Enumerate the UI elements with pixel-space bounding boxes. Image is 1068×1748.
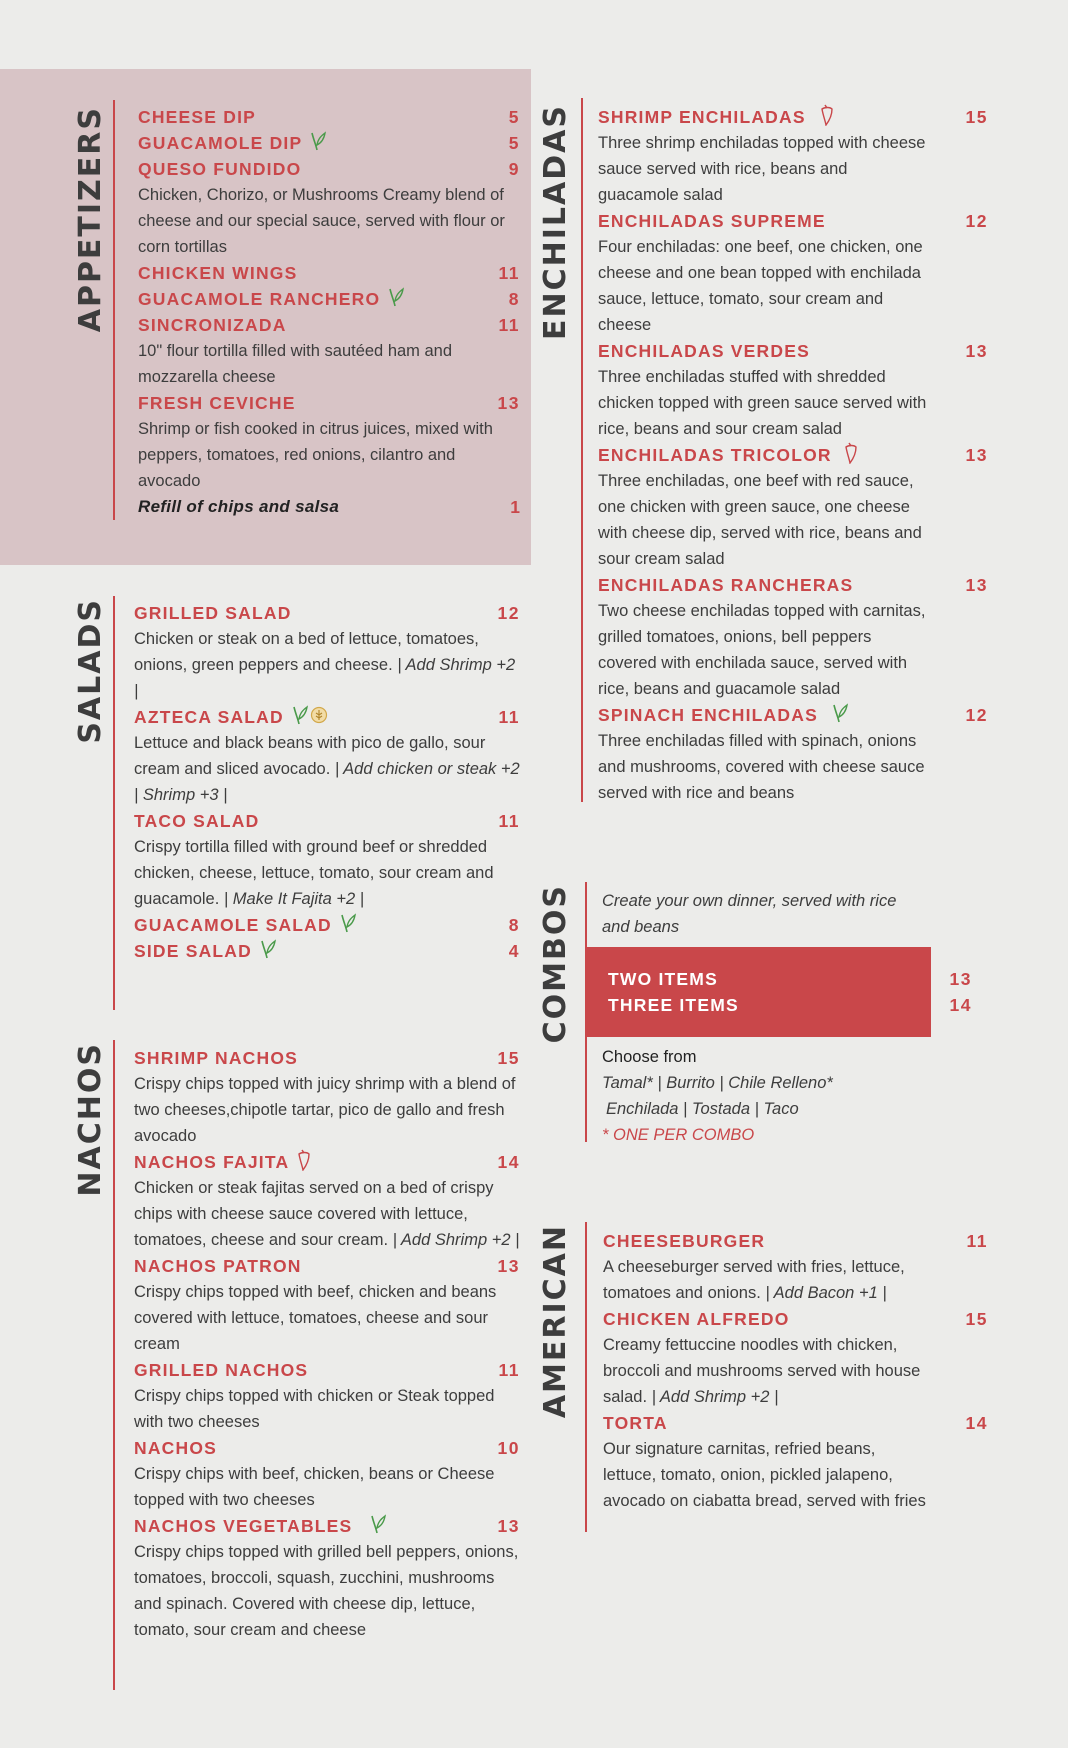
item-name: SHRIMP ENCHILADAS: [598, 106, 806, 127]
item-name: GUACAMOLE SALAD: [134, 914, 332, 935]
nachos-divider: [113, 1040, 115, 1690]
item-price: 4: [508, 940, 520, 961]
menu-item: [134, 1435, 520, 1513]
item-description: 10" flour tortilla filled with sautéed ham and mozzarella cheese: [138, 342, 453, 386]
combo-option-name: THREE ITEMS: [608, 994, 739, 1015]
item-name: CHICKEN ALFREDO: [603, 1308, 790, 1329]
menu-item: [134, 1513, 520, 1643]
menu-item: [134, 1357, 520, 1435]
combo-choices-line: Tamal* | Burrito | Chile Relleno*: [602, 1074, 833, 1092]
chili-icon: [844, 442, 858, 469]
menu-item: [134, 912, 520, 938]
menu-item: [598, 208, 988, 338]
item-name: SPINACH ENCHILADAS: [598, 704, 818, 725]
item-price: 12: [965, 210, 988, 231]
item-price: 15: [965, 1308, 988, 1329]
nachos-title: NACHOS: [73, 1042, 108, 1197]
item-name: NACHOS: [134, 1437, 218, 1458]
menu-item: [134, 704, 520, 808]
item-price: 12: [497, 602, 520, 623]
menu-item: [138, 390, 520, 494]
item-description: Chicken or steak fajitas served on a bed of crispy chips with cheese sauce covered with lettuce, tomatoes, cheese and sour cream.: [134, 1179, 494, 1249]
combo-choices: [602, 1044, 942, 1148]
appetizers-divider: [113, 100, 115, 520]
combo-option-price: 13: [949, 968, 972, 989]
menu-item: [598, 442, 988, 572]
menu-item: [598, 338, 988, 442]
item-price: 10: [497, 1437, 520, 1458]
enchiladas-title: ENCHILADAS: [538, 104, 573, 340]
item-name: CHICKEN WINGS: [138, 262, 298, 283]
menu-item: [598, 572, 988, 702]
menu-item: [598, 702, 988, 806]
item-addon: | Add Bacon +1 |: [765, 1284, 887, 1302]
item-name: ENCHILADAS SUPREME: [598, 210, 826, 231]
item-name: CHEESEBURGER: [603, 1230, 766, 1251]
menu-item: [138, 286, 520, 312]
item-description: Shrimp or fish cooked in citrus juices, mixed with peppers, tomatoes, red onions, cilantro and avocado: [138, 420, 493, 490]
item-description: Three enchiladas filled with spinach, onions and mushrooms, covered with cheese sauce served with rice and beans: [598, 732, 925, 802]
menu-item: [138, 156, 520, 260]
item-price: 13: [497, 1255, 520, 1276]
gluten-free-icon: [310, 706, 328, 729]
menu-item: [603, 1410, 988, 1514]
item-price: 8: [508, 288, 520, 309]
item-name: FRESH CEVICHE: [138, 392, 296, 413]
item-price: 15: [497, 1047, 520, 1068]
american-list: [603, 1228, 988, 1514]
menu-item: [598, 104, 988, 208]
item-name: ENCHILADAS RANCHERAS: [598, 574, 854, 595]
item-name: QUESO FUNDIDO: [138, 158, 302, 179]
item-description: Crispy tortilla filled with ground beef or shredded chicken, cheese, lettuce, tomato, sour cream and guacamole.: [134, 838, 494, 908]
item-name: SIDE SALAD: [134, 940, 252, 961]
item-addon: | Add Shrimp +2 |: [392, 1231, 520, 1249]
american-divider: [585, 1222, 587, 1532]
leaf-icon: [340, 913, 356, 938]
menu-item: [603, 1228, 988, 1306]
item-price: 5: [508, 106, 520, 127]
item-description: Creamy fettuccine noodles with chicken, broccoli and mushrooms served with house salad.: [603, 1336, 921, 1406]
item-description: Four enchiladas: one beef, one chicken, one cheese and one bean topped with enchilada sauce, lettuce, tomato, sour cream and cheese: [598, 238, 923, 334]
leaf-icon: [388, 287, 404, 312]
combo-option: [608, 992, 972, 1018]
item-description: Lettuce and black beans with pico de gallo, sour cream and sliced avocado.: [134, 734, 486, 778]
refill-name: Refill of chips and salsa: [138, 497, 340, 516]
nachos-list: [134, 1045, 520, 1643]
item-description: Three enchiladas stuffed with shredded chicken topped with green sauce served with rice, beans and sour cream salad: [598, 368, 927, 438]
menu-item: [134, 1253, 520, 1357]
combos-title: COMBOS: [538, 884, 573, 1044]
combos-intro: Create your own dinner, served with rice and beans: [602, 892, 897, 936]
item-price: 13: [965, 574, 988, 595]
menu-item: [134, 938, 520, 964]
refill-price: 1: [510, 496, 520, 517]
combo-option-price: 14: [949, 994, 972, 1015]
item-name: NACHOS FAJITA: [134, 1151, 290, 1172]
item-price: 14: [497, 1151, 520, 1172]
american-title: AMERICAN: [538, 1224, 573, 1419]
menu-item: [134, 808, 520, 912]
menu-item: [138, 104, 520, 130]
item-description: Crispy chips topped with chicken or Steak topped with two cheeses: [134, 1387, 495, 1431]
item-description: Crispy chips topped with juicy shrimp with a blend of two cheeses,chipotle tartar, pico de gallo and fresh avocado: [134, 1075, 516, 1145]
item-description: Crispy chips topped with beef, chicken and beans covered with lettuce, tomatoes, cheese and sour cream: [134, 1283, 497, 1353]
item-price: 15: [965, 106, 988, 127]
leaf-icon: [310, 131, 326, 156]
appetizers-title: APPETIZERS: [73, 106, 108, 333]
item-description: Chicken, Chorizo, or Mushrooms Creamy blend of cheese and our special sauce, served with flour or corn tortillas: [138, 186, 505, 256]
menu-item: [134, 1045, 520, 1149]
item-name: GRILLED SALAD: [134, 602, 292, 623]
item-price: 14: [965, 1412, 988, 1433]
appetizers-list: [138, 104, 520, 520]
leaf-icon: [292, 705, 308, 730]
salads-divider: [113, 596, 115, 1010]
item-price: 13: [497, 1515, 520, 1536]
item-description: Two cheese enchiladas topped with carnitas, grilled tomatoes, onions, bell peppers covered with enchilada sauce, served with rice, beans and guacamole salad: [598, 602, 926, 698]
item-name: NACHOS PATRON: [134, 1255, 302, 1276]
enchiladas-divider: [581, 98, 583, 802]
menu-item: [603, 1306, 988, 1410]
item-name: AZTECA SALAD: [134, 706, 284, 727]
combo-option: [608, 966, 972, 992]
menu-item: [138, 130, 520, 156]
item-price: 5: [508, 132, 520, 153]
item-addon: | Add Shrimp +2 |: [134, 656, 516, 700]
item-name: ENCHILADAS VERDES: [598, 340, 810, 361]
chili-icon: [297, 1149, 311, 1176]
chili-icon: [820, 104, 834, 131]
item-name: SINCRONIZADA: [138, 314, 287, 335]
combo-option-name: TWO ITEMS: [608, 968, 718, 989]
item-description: Our signature carnitas, refried beans, lettuce, tomato, onion, pickled jalapeno, avocado on ciabatta bread, served with fries: [603, 1440, 926, 1510]
item-name: CHEESE DIP: [138, 106, 256, 127]
item-name: TACO SALAD: [134, 810, 260, 831]
item-description: Chicken or steak on a bed of lettuce, tomatoes, onions, green peppers and cheese.: [134, 630, 479, 674]
item-price: 8: [508, 914, 520, 935]
item-name: ENCHILADAS TRICOLOR: [598, 444, 832, 465]
item-price: 12: [965, 704, 988, 725]
item-description: Three shrimp enchiladas topped with cheese sauce served with rice, beans and guacamole salad: [598, 134, 926, 204]
leaf-icon: [370, 1514, 386, 1539]
item-price: 11: [966, 1230, 988, 1251]
item-price: 11: [498, 706, 520, 727]
item-name: GUACAMOLE RANCHERO: [138, 288, 381, 309]
leaf-icon: [260, 939, 276, 964]
salads-title: SALADS: [73, 598, 108, 744]
menu-item: [138, 312, 520, 390]
item-description: Crispy chips topped with grilled bell peppers, onions, tomatoes, broccoli, squash, zucchini, mushrooms and spinach. Covered with cheese dip, lettuce, tomato, sour cream and cheese: [134, 1543, 519, 1639]
item-name: NACHOS VEGETABLES: [134, 1515, 353, 1536]
item-price: 9: [508, 158, 520, 179]
item-price: 11: [498, 1359, 520, 1380]
item-description: Three enchiladas, one beef with red sauce, one chicken with green sauce, one cheese with cheese dip, served with rice, beans and sour cream salad: [598, 472, 922, 568]
item-price: 11: [498, 314, 520, 335]
menu-item: [138, 260, 520, 286]
item-description: A cheeseburger served with fries, lettuce, tomatoes and onions.: [603, 1258, 905, 1302]
enchiladas-list: [598, 104, 988, 806]
menu-item: [134, 600, 520, 704]
combo-choices-line: Enchilada | Tostada | Taco: [606, 1100, 799, 1118]
item-name: TORTA: [603, 1412, 668, 1433]
item-price: 13: [965, 444, 988, 465]
salads-list: [134, 600, 520, 964]
item-addon: | Add Shrimp +2 |: [651, 1388, 779, 1406]
item-description: Crispy chips with beef, chicken, beans or Cheese topped with two cheeses: [134, 1465, 495, 1509]
combo-options: [608, 966, 972, 1018]
leaf-icon: [832, 703, 848, 728]
combo-choose-label: Choose from: [602, 1048, 697, 1066]
item-price: 13: [497, 392, 520, 413]
item-price: 11: [498, 810, 520, 831]
item-name: SHRIMP NACHOS: [134, 1047, 299, 1068]
item-name: GUACAMOLE DIP: [138, 132, 303, 153]
item-price: 13: [965, 340, 988, 361]
item-name: GRILLED NACHOS: [134, 1359, 309, 1380]
menu-item: [134, 1149, 520, 1253]
item-addon: | Make It Fajita +2 |: [223, 890, 365, 908]
refill-row: [138, 494, 520, 520]
item-price: 11: [498, 262, 520, 283]
item-addon: | Add chicken or steak +2 | Shrimp +3 |: [134, 760, 520, 804]
combo-note: * ONE PER COMBO: [602, 1126, 755, 1144]
